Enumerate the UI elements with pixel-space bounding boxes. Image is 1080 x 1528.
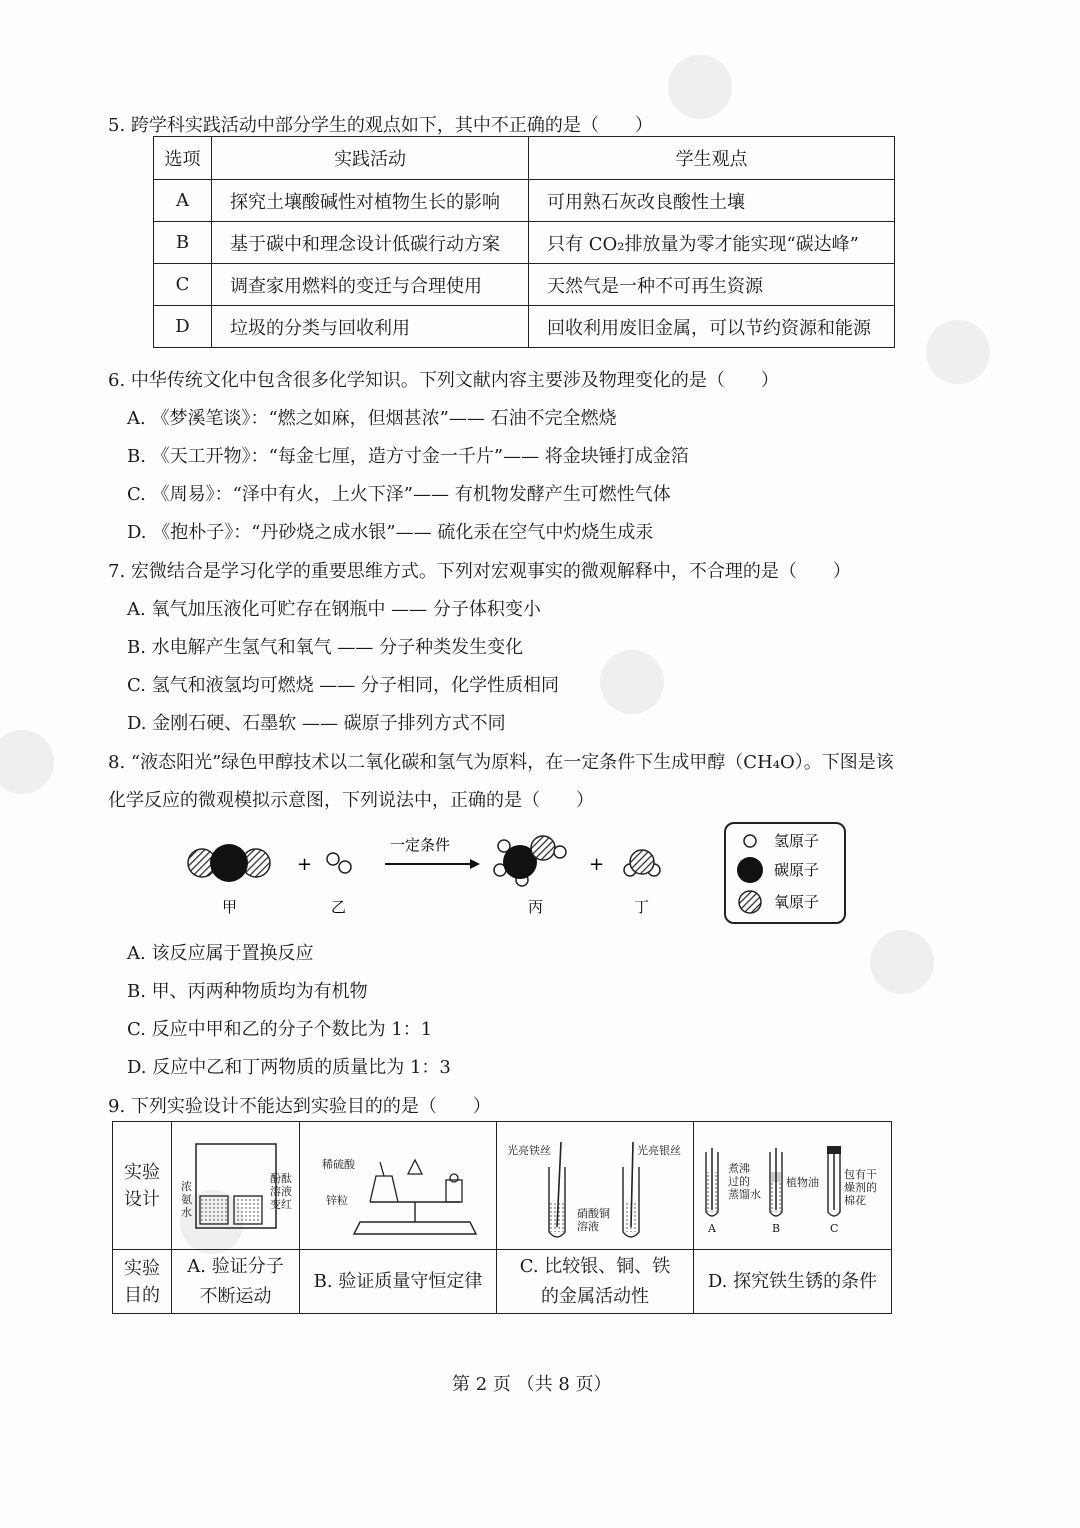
q6-option-a: A. 《梦溪笔谈》：“燃之如麻，但烟甚浓”—— 石油不完全燃烧 <box>127 408 617 429</box>
q9-design-b <box>300 1122 497 1250</box>
q5-row-b-view: 只有 CO₂排放量为零才能实现“碳达峰” <box>529 222 895 264</box>
q7-option-b: B. 水电解产生氢气和氧气 —— 分子种类发生变化 <box>127 637 524 658</box>
q8-option-a: A. 该反应属于置换反应 <box>127 943 314 964</box>
label-silver-wire: 光亮银丝 <box>637 1144 681 1157</box>
q5-row-a-label: A <box>154 180 212 222</box>
q5-row-c-activity: 调查家用燃料的变迁与合理使用 <box>212 264 529 306</box>
tube-label-b: B <box>772 1222 781 1235</box>
q8-option-c: C. 反应中甲和乙的分子个数比为 1：1 <box>127 1019 433 1040</box>
q5-stem: 5. 跨学科实践活动中部分学生的观点如下，其中不正确的是（ ） <box>108 115 653 136</box>
q5-row-c-label: C <box>154 264 212 306</box>
q9-design-c <box>497 1122 694 1250</box>
atom-legend <box>724 822 846 924</box>
page-footer: 第 2 页 （共 8 页） <box>452 1374 612 1395</box>
reaction-diagram <box>170 820 710 920</box>
q6-stem: 6. 中华传统文化中包含很多化学知识。下列文献内容主要涉及物理变化的是（ ） <box>108 370 779 391</box>
molecule-co2 <box>188 844 270 882</box>
legend-carbon: 碳原子 <box>774 861 820 879</box>
label-yi: 乙 <box>331 898 347 916</box>
plus-1: + <box>297 854 313 875</box>
q8-stem-line1: 8. “液态阳光”绿色甲醇技术以二氧化碳和氢气为原料，在一定条件下生成甲醇（CH₄O）。下图是该 <box>108 752 894 773</box>
q5-row-d-view: 回收利用废旧金属，可以节约资源和能源 <box>529 306 895 348</box>
label-vegetable-oil: 植物油 <box>786 1176 819 1189</box>
q8-stem-line2: 化学反应的微观模拟示意图，下列说法中，正确的是（ ） <box>108 790 594 811</box>
label-sulfuric-acid: 稀硫酸 <box>322 1158 355 1171</box>
q7-stem: 7. 宏微结合是学习化学的重要思维方式。下列对宏观事实的微观解释中，不合理的是（ ） <box>108 561 851 582</box>
molecule-h2 <box>327 853 351 873</box>
q6-option-b: B. 《天工开物》：“每金七厘，造方寸金一千片”—— 将金块锤打成金箔 <box>127 446 689 467</box>
q5-row-b-label: B <box>154 222 212 264</box>
q6-option-c: C. 《周易》：“泽中有火，上火下泽”—— 有机物发酵产生可燃性气体 <box>127 484 671 505</box>
q9-goal-c: C. 比较银、铜、铁 的金属活动性 <box>497 1250 694 1314</box>
legend-oxygen: 氧原子 <box>774 893 820 911</box>
molecule-methanol <box>494 836 566 886</box>
label-ding: 丁 <box>634 898 650 916</box>
q6-option-d: D. 《抱朴子》：“丹砂烧之成水银”—— 硫化汞在空气中灼烧生成汞 <box>127 522 654 543</box>
q5-row-a-view: 可用熟石灰改良酸性土壤 <box>529 180 895 222</box>
tube-label-c: C <box>830 1222 839 1235</box>
label-zinc: 锌粒 <box>326 1194 348 1207</box>
q5-header-activity: 实践活动 <box>212 137 529 180</box>
label-phenolphthalein: 酚酞 溶液 变红 <box>270 1172 292 1211</box>
label-ammonia: 浓 氨 水 <box>181 1180 192 1219</box>
q5-row-a-activity: 探究土壤酸碱性对植物生长的影响 <box>212 180 529 222</box>
q9-stem: 9. 下列实验设计不能达到实验目的的是（ ） <box>108 1096 491 1117</box>
plus-2: + <box>589 854 605 875</box>
q5-header-view: 学生观点 <box>529 137 895 180</box>
label-desiccant: 包有干 燥剂的 棉花 <box>844 1168 877 1207</box>
q7-option-d: D. 金刚石硬、石墨软 —— 碳原子排列方式不同 <box>127 713 506 734</box>
label-boiled-water: 煮沸 过的 蒸馏水 <box>728 1162 761 1201</box>
molecule-water <box>624 850 660 876</box>
q7-option-a: A. 氧气加压液化可贮存在钢瓶中 —— 分子体积变小 <box>127 599 541 620</box>
q5-row-b-activity: 基于碳中和理念设计低碳行动方案 <box>212 222 529 264</box>
q9-table <box>112 1121 892 1314</box>
q8-option-d: D. 反应中乙和丁两物质的质量比为 1：3 <box>127 1057 451 1078</box>
q5-row-d-activity: 垃圾的分类与回收利用 <box>212 306 529 348</box>
label-copper-nitrate: 硝酸铜 溶液 <box>577 1207 610 1233</box>
reaction-condition: 一定条件 <box>390 836 451 854</box>
label-jia: 甲 <box>222 898 238 916</box>
q9-design-d <box>694 1122 892 1250</box>
q5-row-c-view: 天然气是一种不可再生资源 <box>529 264 895 306</box>
q9-goal-label: 实验 目的 <box>113 1250 172 1314</box>
q9-design-label: 实验 设计 <box>113 1122 172 1250</box>
q9-goal-a: A. 验证分子 不断运动 <box>172 1250 300 1314</box>
label-iron-wire: 光亮铁丝 <box>507 1144 551 1157</box>
q5-row-d-label: D <box>154 306 212 348</box>
q9-design-a <box>172 1122 300 1250</box>
tube-label-a: A <box>708 1222 716 1235</box>
q5-table <box>153 136 895 348</box>
q5-header-option: 选项 <box>154 137 212 180</box>
q8-option-b: B. 甲、丙两种物质均为有机物 <box>127 981 368 1002</box>
legend-hydrogen: 氢原子 <box>774 832 820 850</box>
label-bing: 丙 <box>528 898 544 916</box>
q9-goal-b: B. 验证质量守恒定律 <box>300 1250 497 1314</box>
q7-option-c: C. 氢气和液氢均可燃烧 —— 分子相同，化学性质相同 <box>127 675 560 696</box>
q9-goal-d: D. 探究铁生锈的条件 <box>694 1250 892 1314</box>
